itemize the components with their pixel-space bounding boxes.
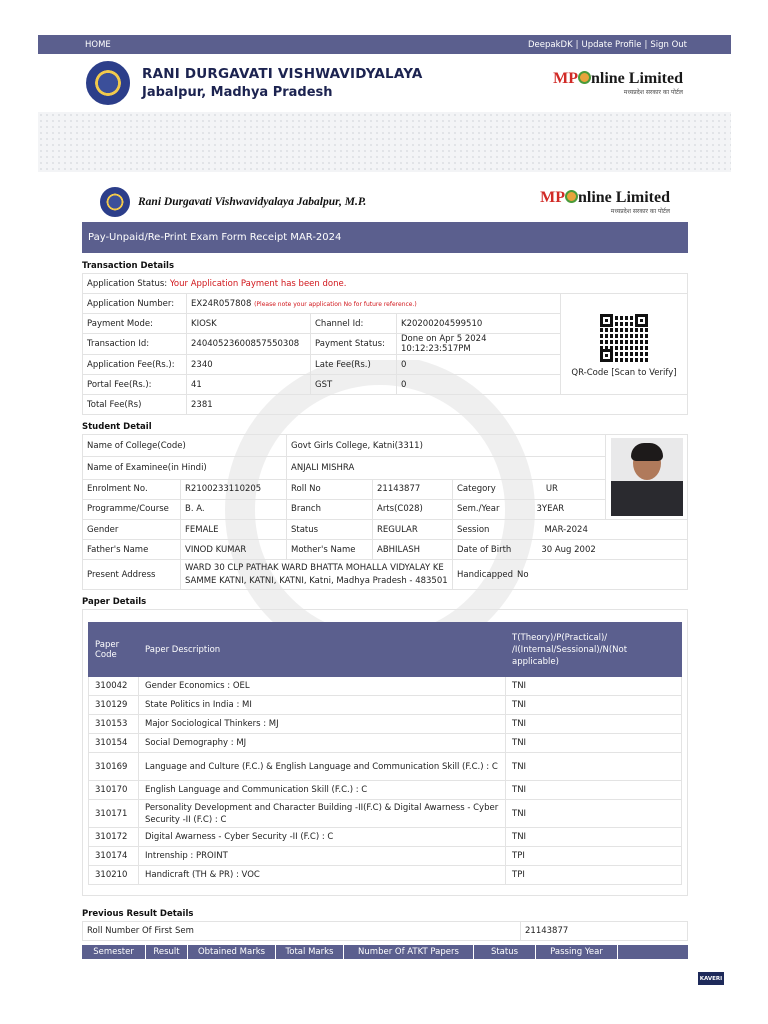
transaction-id-value: 240405236008575503​08	[187, 334, 311, 355]
status-label: Status	[287, 520, 373, 540]
paper-table	[88, 622, 682, 885]
paper-description-header: Paper Description	[139, 623, 506, 677]
sem-label: Sem./Year	[457, 504, 500, 515]
university-logo-icon	[86, 61, 130, 105]
handicapped-cell	[453, 560, 688, 590]
paper-row	[89, 866, 682, 885]
paper-code-header: Paper Code	[89, 623, 139, 677]
total-fee-value: 2381	[187, 395, 688, 415]
sem-cell	[453, 499, 606, 519]
application-number-label: Application Number:	[83, 294, 187, 314]
transaction-section-title: Transaction Details	[82, 261, 175, 271]
kaveri-badge[interactable]: KAVERI	[698, 972, 724, 985]
handicapped-label: Handicapped	[457, 569, 514, 580]
paper-type-cell: TNI	[506, 715, 682, 734]
sign-out-link[interactable]: Sign Out	[650, 39, 687, 50]
paper-type-cell: TNI	[506, 734, 682, 753]
category-label: Category	[457, 484, 496, 495]
paper-desc-cell: Digital Awarness - Cyber Security -II (F.C) : C	[139, 828, 506, 847]
first-sem-roll-value: 21143877	[521, 922, 688, 941]
paper-type-header: T(Theory)/P(Practical)/ /I(Internal/Sessional)/N(Not applicable)	[506, 623, 682, 677]
previous-result-header	[82, 945, 688, 959]
previous-result-col-header: Result	[146, 945, 188, 959]
status-value: REGULAR	[373, 520, 453, 540]
receipt-header	[82, 182, 688, 222]
paper-code-cell: 310210	[89, 866, 139, 885]
previous-result-col-header: Number Of ATKT Papers	[344, 945, 474, 959]
payment-status-label: Payment Status:	[311, 334, 397, 355]
total-fee-label: Total Fee(Rs)	[83, 395, 187, 415]
portal-fee-value: 41	[187, 375, 311, 395]
qr-code-cell	[561, 294, 688, 395]
late-fee-label: Late Fee(Rs.)	[311, 355, 397, 375]
paper-row	[89, 753, 682, 781]
previous-result-section-title: Previous Result Details	[82, 909, 194, 919]
paper-desc-cell: Intrenship : PROINT	[139, 847, 506, 866]
site-header	[38, 54, 731, 112]
paper-row	[89, 734, 682, 753]
roll-no-value: 21143877	[373, 479, 453, 499]
first-sem-roll-label: Roll Number Of First Sem	[83, 922, 521, 941]
mother-name-value: ABHILASH	[373, 540, 453, 560]
paper-code-cell: 310171	[89, 800, 139, 828]
paper-desc-cell: State Politics in India : MI	[139, 696, 506, 715]
qr-code-caption: QR-Code [Scan to Verify]	[571, 368, 677, 378]
mponline-o-icon	[565, 190, 578, 203]
paper-row	[89, 800, 682, 828]
paper-type-cell: TNI	[506, 677, 682, 696]
mponline-logo-text: nline Limited	[590, 70, 683, 87]
channel-id-value: K20200204599510	[397, 314, 561, 334]
nav-separator: |	[644, 39, 648, 50]
student-section-title: Student Detail	[82, 422, 152, 432]
paper-code-cell: 310172	[89, 828, 139, 847]
university-name	[142, 66, 423, 100]
paper-row	[89, 715, 682, 734]
previous-result-table	[82, 921, 688, 941]
programme-label: Programme/Course	[83, 499, 181, 519]
username-link[interactable]: DeepakDK	[528, 39, 573, 50]
dob-value: 30 Aug 2002	[541, 544, 596, 555]
mponline-logo	[553, 70, 683, 96]
portal-fee-label: Portal Fee(Rs.):	[83, 375, 187, 395]
examinee-name-value: ANJALI MISHRA	[287, 457, 606, 479]
paper-section-title: Paper Details	[82, 597, 147, 607]
decorative-band	[38, 112, 731, 172]
application-number-value: EX24R057808	[191, 298, 252, 309]
previous-result-col-header: Passing Year	[536, 945, 618, 959]
paper-desc-cell: Gender Economics : OEL	[139, 677, 506, 696]
transaction-table	[82, 273, 688, 415]
mponline-logo-mp: MP	[540, 189, 565, 206]
university-name-line1: RANI DURGAVATI VISHWAVIDYALAYA	[142, 66, 423, 82]
paper-code-cell: 310129	[89, 696, 139, 715]
father-name-label: Father's Name	[83, 540, 181, 560]
enrolment-value: R2100233110205	[181, 479, 287, 499]
session-label: Session	[457, 524, 490, 535]
paper-row	[89, 847, 682, 866]
receipt-university-title: Rani Durgavati Vishwavidyalaya Jabalpur, M.P.	[138, 196, 367, 208]
payment-mode-label: Payment Mode:	[83, 314, 187, 334]
paper-type-cell: TNI	[506, 696, 682, 715]
paper-details-box	[82, 609, 688, 896]
transaction-id-label: Transaction Id:	[83, 334, 187, 355]
previous-result-col-header: Semester	[82, 945, 146, 959]
mponline-tagline: मध्यप्रदेश सरकार का पोर्टल	[623, 89, 683, 96]
student-photo-cell	[606, 435, 688, 520]
previous-result-col-header: Status	[474, 945, 536, 959]
handicapped-value: No	[517, 569, 529, 580]
mponline-tagline: मध्यप्रदेश सरकार का पोर्टल	[610, 208, 670, 215]
paper-type-cell: TNI	[506, 781, 682, 800]
update-profile-link[interactable]: Update Profile	[581, 39, 642, 50]
nav-separator: |	[575, 39, 579, 50]
paper-desc-cell: Major Sociological Thinkers : MJ	[139, 715, 506, 734]
enrolment-label: Enrolment No.	[83, 479, 181, 499]
paper-type-cell: TPI	[506, 866, 682, 885]
paper-row	[89, 828, 682, 847]
paper-type-cell: TNI	[506, 800, 682, 828]
paper-code-cell: 310153	[89, 715, 139, 734]
exam-form-receipt	[82, 182, 688, 959]
student-photo	[611, 438, 683, 516]
college-label: Name of College(Code)	[83, 435, 287, 457]
mponline-o-icon	[578, 71, 591, 84]
university-name-line2: Jabalpur, Madhya Pradesh	[142, 85, 333, 100]
student-table	[82, 434, 688, 590]
address-value: WARD 30 CLP PATHAK WARD BHATTA MOHALLA VIDYALAY KE SAMME KATNI, KATNI, KATNI, Katni, Madhya Pradesh - 483501	[181, 560, 453, 590]
paper-row	[89, 696, 682, 715]
session-value: MAR-2024	[544, 524, 588, 535]
paper-code-cell: 310174	[89, 847, 139, 866]
category-value: UR	[545, 484, 558, 495]
gst-label: GST	[311, 375, 397, 395]
examinee-name-label: Name of Examinee(in Hindi)	[83, 457, 287, 479]
home-link[interactable]: HOME	[85, 39, 111, 50]
paper-code-cell: 310169	[89, 753, 139, 781]
gender-value: FEMALE	[181, 520, 287, 540]
user-menu	[528, 40, 687, 50]
application-fee-value: 2340	[187, 355, 311, 375]
top-nav-bar	[38, 35, 731, 54]
paper-type-cell: TNI	[506, 753, 682, 781]
paper-code-cell: 310154	[89, 734, 139, 753]
college-value: Govt Girls College, Katni(3311)	[287, 435, 606, 457]
application-status-label: Application Status:	[87, 278, 168, 289]
mponline-logo	[540, 189, 670, 215]
application-status-row	[83, 274, 688, 294]
paper-type-cell: TPI	[506, 847, 682, 866]
payment-status-value: Done on Apr 5 2024 10:12:23:517PM	[397, 334, 561, 355]
programme-value: B. A.	[181, 499, 287, 519]
paper-desc-cell: Personality Development and Character Building -II(F.C) & Digital Awarness - Cyber Security -II (F.C) : C	[139, 800, 506, 828]
category-cell	[453, 479, 606, 499]
paper-desc-cell: English Language and Communication Skill (F.C.) : C	[139, 781, 506, 800]
paper-code-cell: 310042	[89, 677, 139, 696]
university-logo-icon	[100, 187, 130, 217]
branch-label: Branch	[287, 499, 373, 519]
previous-result-col-header: Obtained Marks	[188, 945, 276, 959]
dob-label: Date of Birth	[457, 544, 512, 555]
address-label: Present Address	[83, 560, 181, 590]
mponline-logo-mp: MP	[553, 70, 578, 87]
application-status-value: Your Application Payment has been done.	[169, 278, 347, 289]
application-fee-label: Application Fee(Rs.):	[83, 355, 187, 375]
payment-mode-value: KIOSK	[187, 314, 311, 334]
father-name-value: VINOD KUMAR	[181, 540, 287, 560]
paper-desc-cell: Language and Culture (F.C.) & English Language and Communication Skill (F.C.) : C	[139, 753, 506, 781]
dob-cell	[453, 540, 688, 560]
paper-type-cell: TNI	[506, 828, 682, 847]
paper-row	[89, 781, 682, 800]
paper-desc-cell: Handicraft (TH & PR) : VOC	[139, 866, 506, 885]
gst-value: 0	[397, 375, 561, 395]
session-cell	[453, 520, 688, 540]
branch-value: Arts(C028)	[373, 499, 453, 519]
receipt-banner: Pay-Unpaid/Re-Print Exam Form Receipt MAR-2024	[82, 222, 688, 253]
paper-code-cell: 310170	[89, 781, 139, 800]
sem-value: 3YEAR	[536, 504, 565, 515]
application-number-cell	[187, 294, 561, 314]
gender-label: Gender	[83, 520, 181, 540]
previous-result-col-header: Total Marks	[276, 945, 344, 959]
paper-desc-cell: Social Demography : MJ	[139, 734, 506, 753]
application-number-note: (Please note your application No for future reference.)	[254, 300, 417, 308]
mponline-logo-text: nline Limited	[577, 189, 670, 206]
roll-no-label: Roll No	[287, 479, 373, 499]
channel-id-label: Channel Id:	[311, 314, 397, 334]
late-fee-value: 0	[397, 355, 561, 375]
mother-name-label: Mother's Name	[287, 540, 373, 560]
paper-row	[89, 677, 682, 696]
qr-code-icon[interactable]	[600, 314, 648, 362]
